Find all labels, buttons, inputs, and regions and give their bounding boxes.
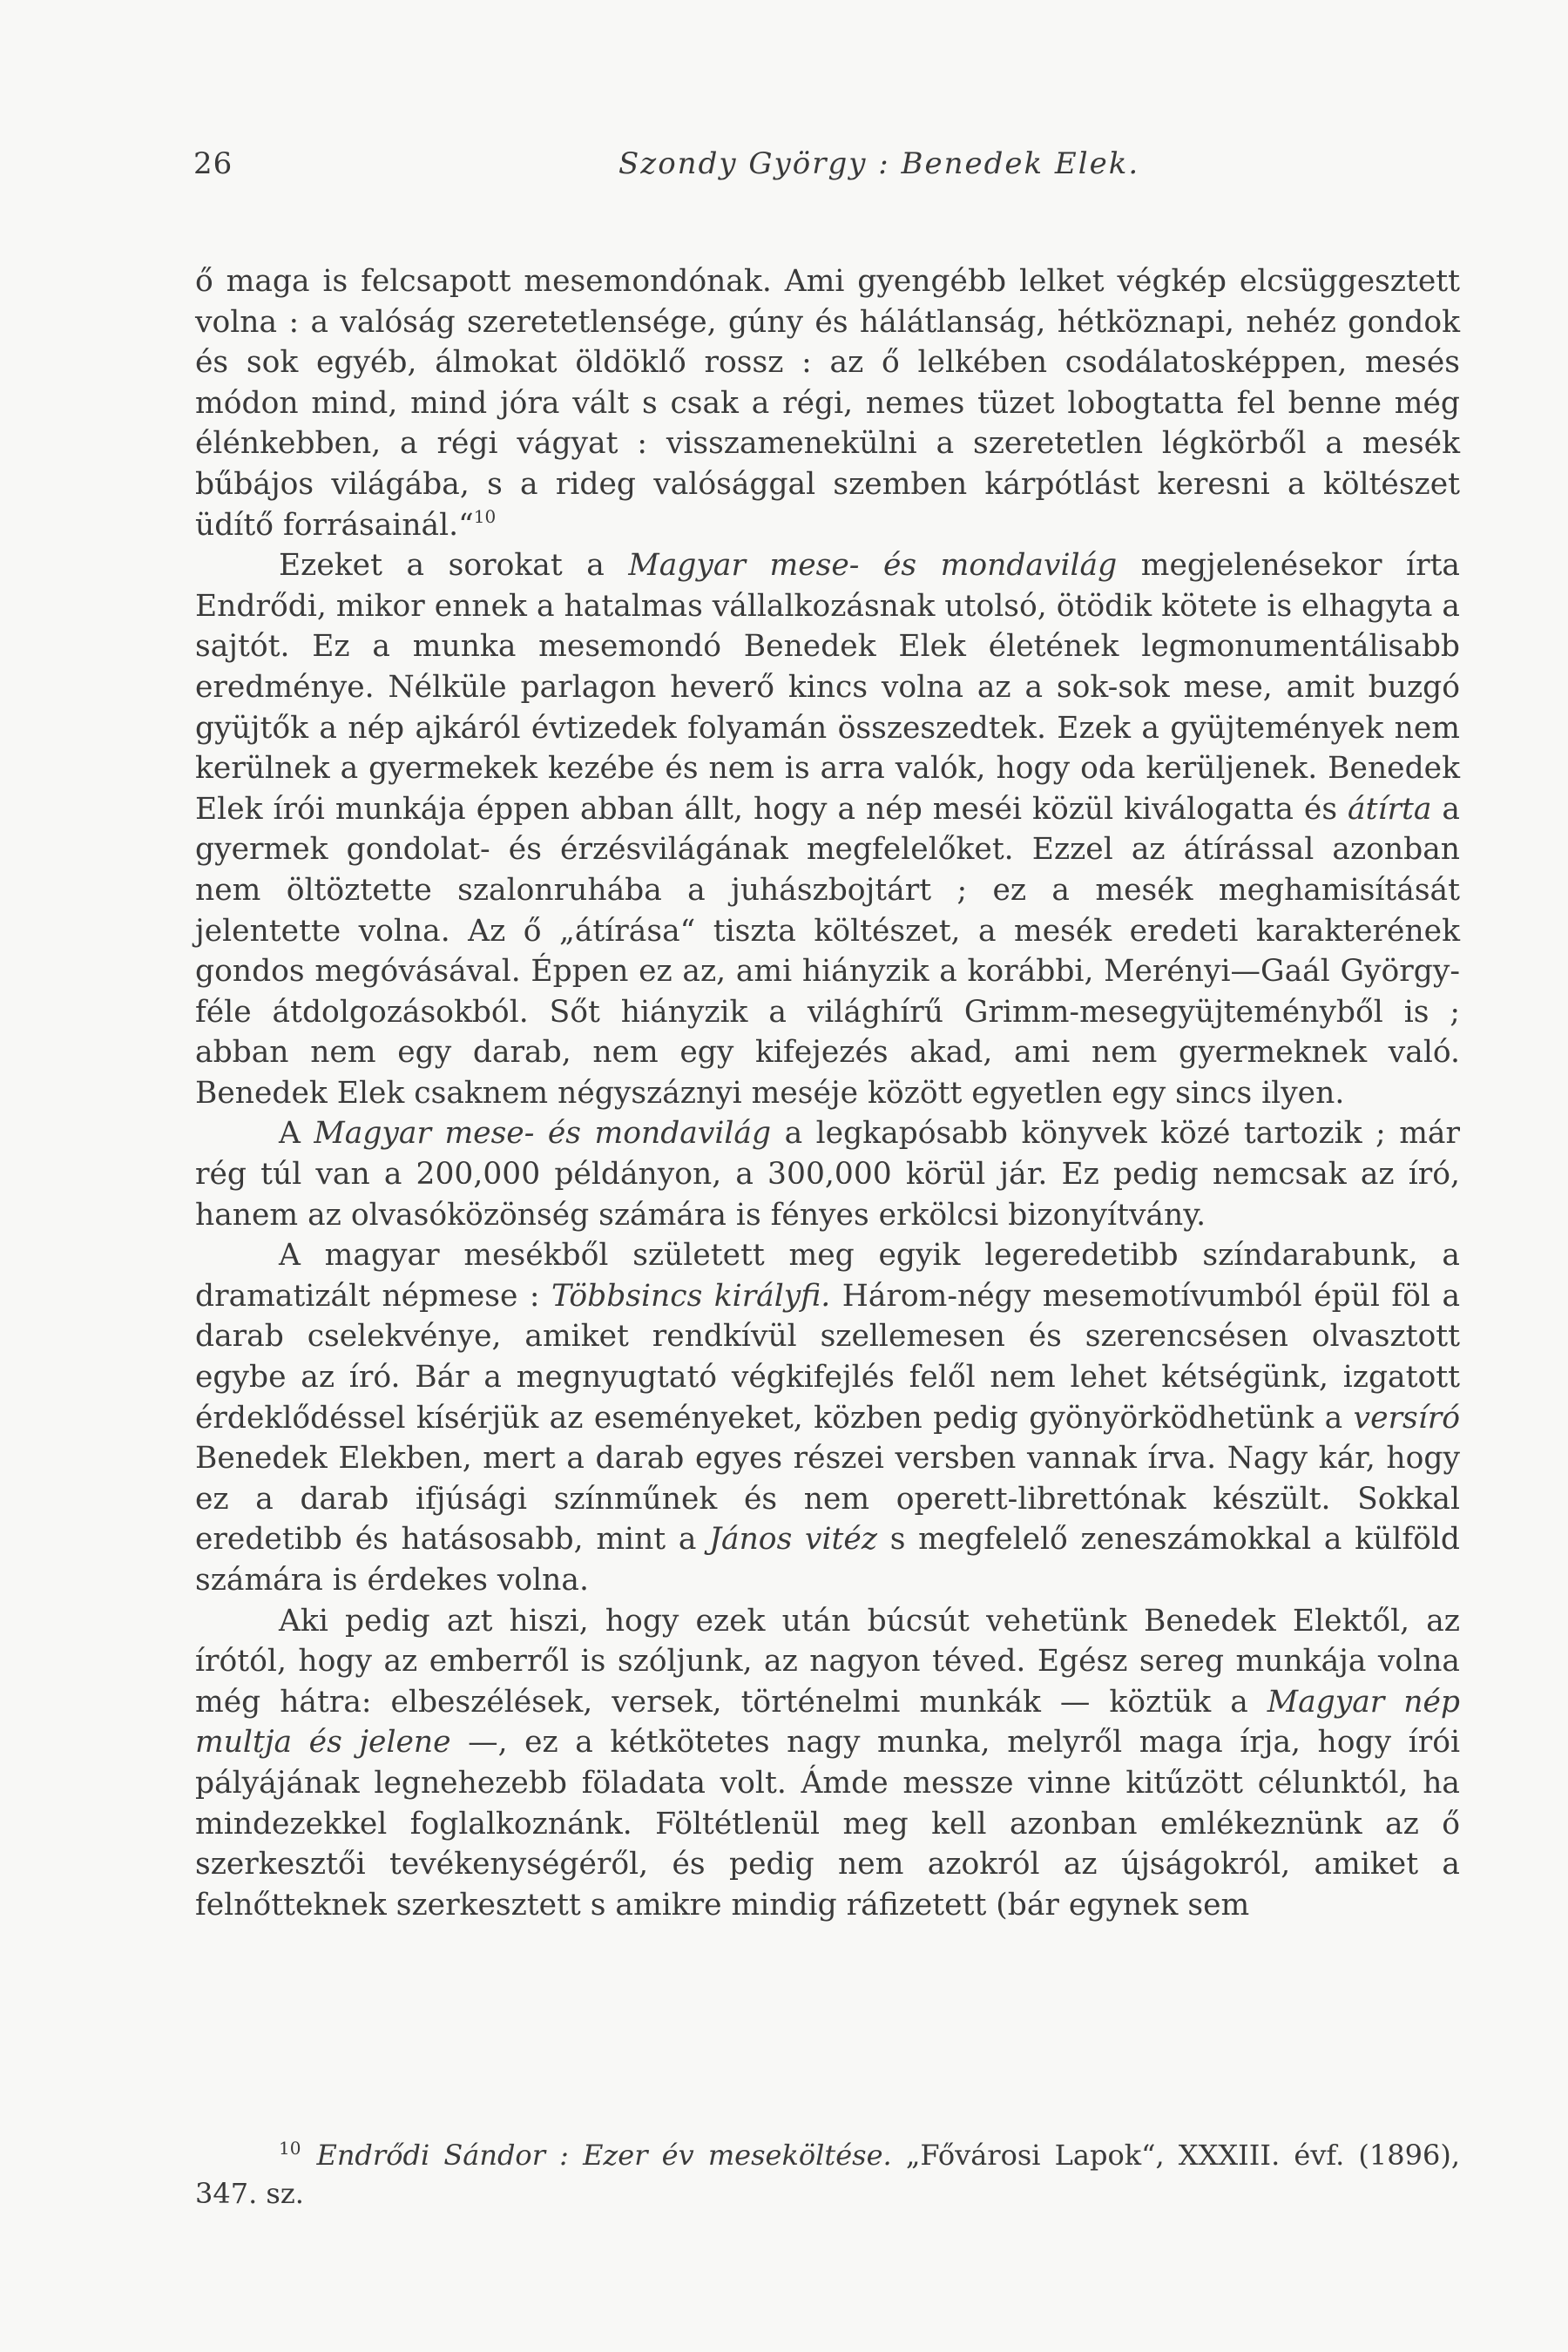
paragraph-3-text-b: a legkapósabb könyvek közé tartozik ; már rég túl van a 200,000 példányon, a 300,000 körül jár. Ez pedig nemcsak az író, hanem az olvasóközönség számára is fényes erkölcsi bizonyítvány. xyxy=(195,1116,1460,1233)
paragraph-2-text-a: Ezeket a sorokat a xyxy=(279,548,629,584)
paragraph-5-text-b: —, ez a kétkötetes nagy munka, melyről maga írja, hogy írói pályájának legnehezebb föladata volt. Ámde messze vinne kitűzött célunktól, ha mindezekkel foglalkoznánk. Föltétlenül meg kell azonban emlékeznünk az ő szerkesztői tevékenységéről, és pedig nem azokról az újságokról, amiket a felnőtteknek szerkesztett s amikre mindig ráfizetett (bár egynek sem xyxy=(195,1725,1460,1923)
work-title-janos-vitez: János vitéz xyxy=(709,1522,877,1558)
paragraph-2-text-c: a gyermek gondolat- és érzésvilágának megfelelőket. Ezzel az átírással azonban nem öltöztette szalonruhába a juhászbojtárt ; ez a mesék meghamisítását jelentette volna. Az ő „átírása“ tiszta költészet, a mesék eredeti karakterének gondos megóvásával. Éppen ez az, ami hiányzik a korábbi, Merényi—Gaál György-féle átdolgozásokból. Sőt hiányzik a világhírű Grimm-mesegyüjteményből is ; abban nem egy darab, nem egy kifejezés akad, ami nem gyermeknek való. Benedek Elek csaknem négyszáznyi meséje között egyetlen egy sincs ilyen. xyxy=(195,791,1460,1111)
body-text xyxy=(195,261,1460,1925)
paragraph-4-text-d: s megfelelő zeneszámokkal a külföld számára is érdekes volna. xyxy=(195,1522,1460,1598)
paragraph-2-text-b: megjelenésekor írta Endrődi, mikor ennek a hatalmas vállalkozásnak utolsó, ötödik kötete is elhagyta a sajtót. Ez a munka mesemondó Benedek Elek életének legmonumentálisabb eredménye. Nélküle parlagon heverő kincs volna az a sok-sok mese, amit buzgó gyüjtők a nép ajkáról évtizedek folyamán összeszedtek. Ezek a gyüjtemények nem kerülnek a gyermekek kezébe és nem is arra valók, hogy oda kerüljenek. Benedek Elek írói munkája éppen abban állt, hogy a nép meséi közül kiválogatta és xyxy=(195,548,1460,827)
book-title-magyar-nep-multja: Magyar nép multja és jelene xyxy=(195,1684,1460,1761)
emphasis-versiro: versíró xyxy=(1353,1400,1460,1436)
footnote-mark: 10 xyxy=(279,2138,301,2159)
paragraph-4 xyxy=(195,1235,1460,1600)
book-title-mese-es-mondavilag: Magyar mese- és mondavilág xyxy=(628,548,1118,584)
paragraph-5 xyxy=(195,1601,1460,1926)
paragraph-4-text-a: A magyar mesékből született meg egyik legeredetibb színdarabunk, a dramatizált népmese : xyxy=(195,1238,1460,1314)
paragraph-5-text-a: Aki pedig azt hiszi, hogy ezek után búcsút vehetünk Benedek Elektől, az írótól, hogy az emberről is szóljunk, az nagyon téved. Egész sereg munkája volna még hátra: elbeszélések, versek, történelmi munkák — köztük a xyxy=(195,1603,1460,1720)
play-title-tobbsincs-kiralyfi: Többsincs királyfi. xyxy=(551,1278,831,1314)
book-title-mese-es-mondavilag: Magyar mese- és mondavilág xyxy=(314,1116,772,1152)
footnote-citation: „Fővárosi Lapok“, XXXIII. évf. (1896), 347. sz. xyxy=(195,2139,1461,2210)
paragraph-4-text-c: Benedek Elekben, mert a darab egyes részei versben vannak írva. Nagy kár, hogy ez a darab ifjúsági színműnek és nem operett-librettónak készült. Sokkal eredetibb és hatásosabb, mint a xyxy=(195,1441,1460,1558)
page-number: 26 xyxy=(193,146,233,181)
paragraph-3 xyxy=(195,1113,1460,1235)
footnote-reference: 10 xyxy=(473,505,497,527)
footnote xyxy=(195,2136,1460,2213)
paragraph-3-text-a: A xyxy=(279,1116,314,1152)
footnote-source-title: Endrődi Sándor : Ezer év meseköltése. xyxy=(316,2139,892,2172)
running-title: Szondy György : Benedek Elek. xyxy=(618,146,1140,181)
paragraph-4-text-b: Három-négy mesemotívumból épül föl a darab cselekvénye, amiket rendkívül szellemesen és szerencsésen olvasztott egybe az író. Bár a megnyugtató végkifejlés felől nem lehet kétségünk, izgatott érdeklődéssel kísérjük az eseményeket, közben pedig gyönyörködhetünk a xyxy=(195,1278,1461,1436)
running-head xyxy=(193,146,1455,199)
paragraph-1 xyxy=(195,261,1460,545)
paragraph-2 xyxy=(195,545,1460,1113)
paragraph-1-text: ő maga is felcsapott mesemondónak. Ami gyengébb lelket végkép elcsüggesztett volna : a valóság szeretetlensége, gúny és hálátlanság, hétköznapi, nehéz gondok és sok egyéb, álmokat öldöklő rossz : az ő lelkében csodálatosképpen, mesés módon mind, mind jóra vált s csak a régi, nemes tüzet lobogtatta fel benne még élénkebben, a régi vágyat : visszamenekülni a szeretetlen légkörből a mesék bűbájos világába, s a rideg valósággal szemben kárpótlást keresni a költészet üdítő forrásainál.“ xyxy=(195,264,1460,543)
emphasis-atirta: átírta xyxy=(1348,791,1432,827)
